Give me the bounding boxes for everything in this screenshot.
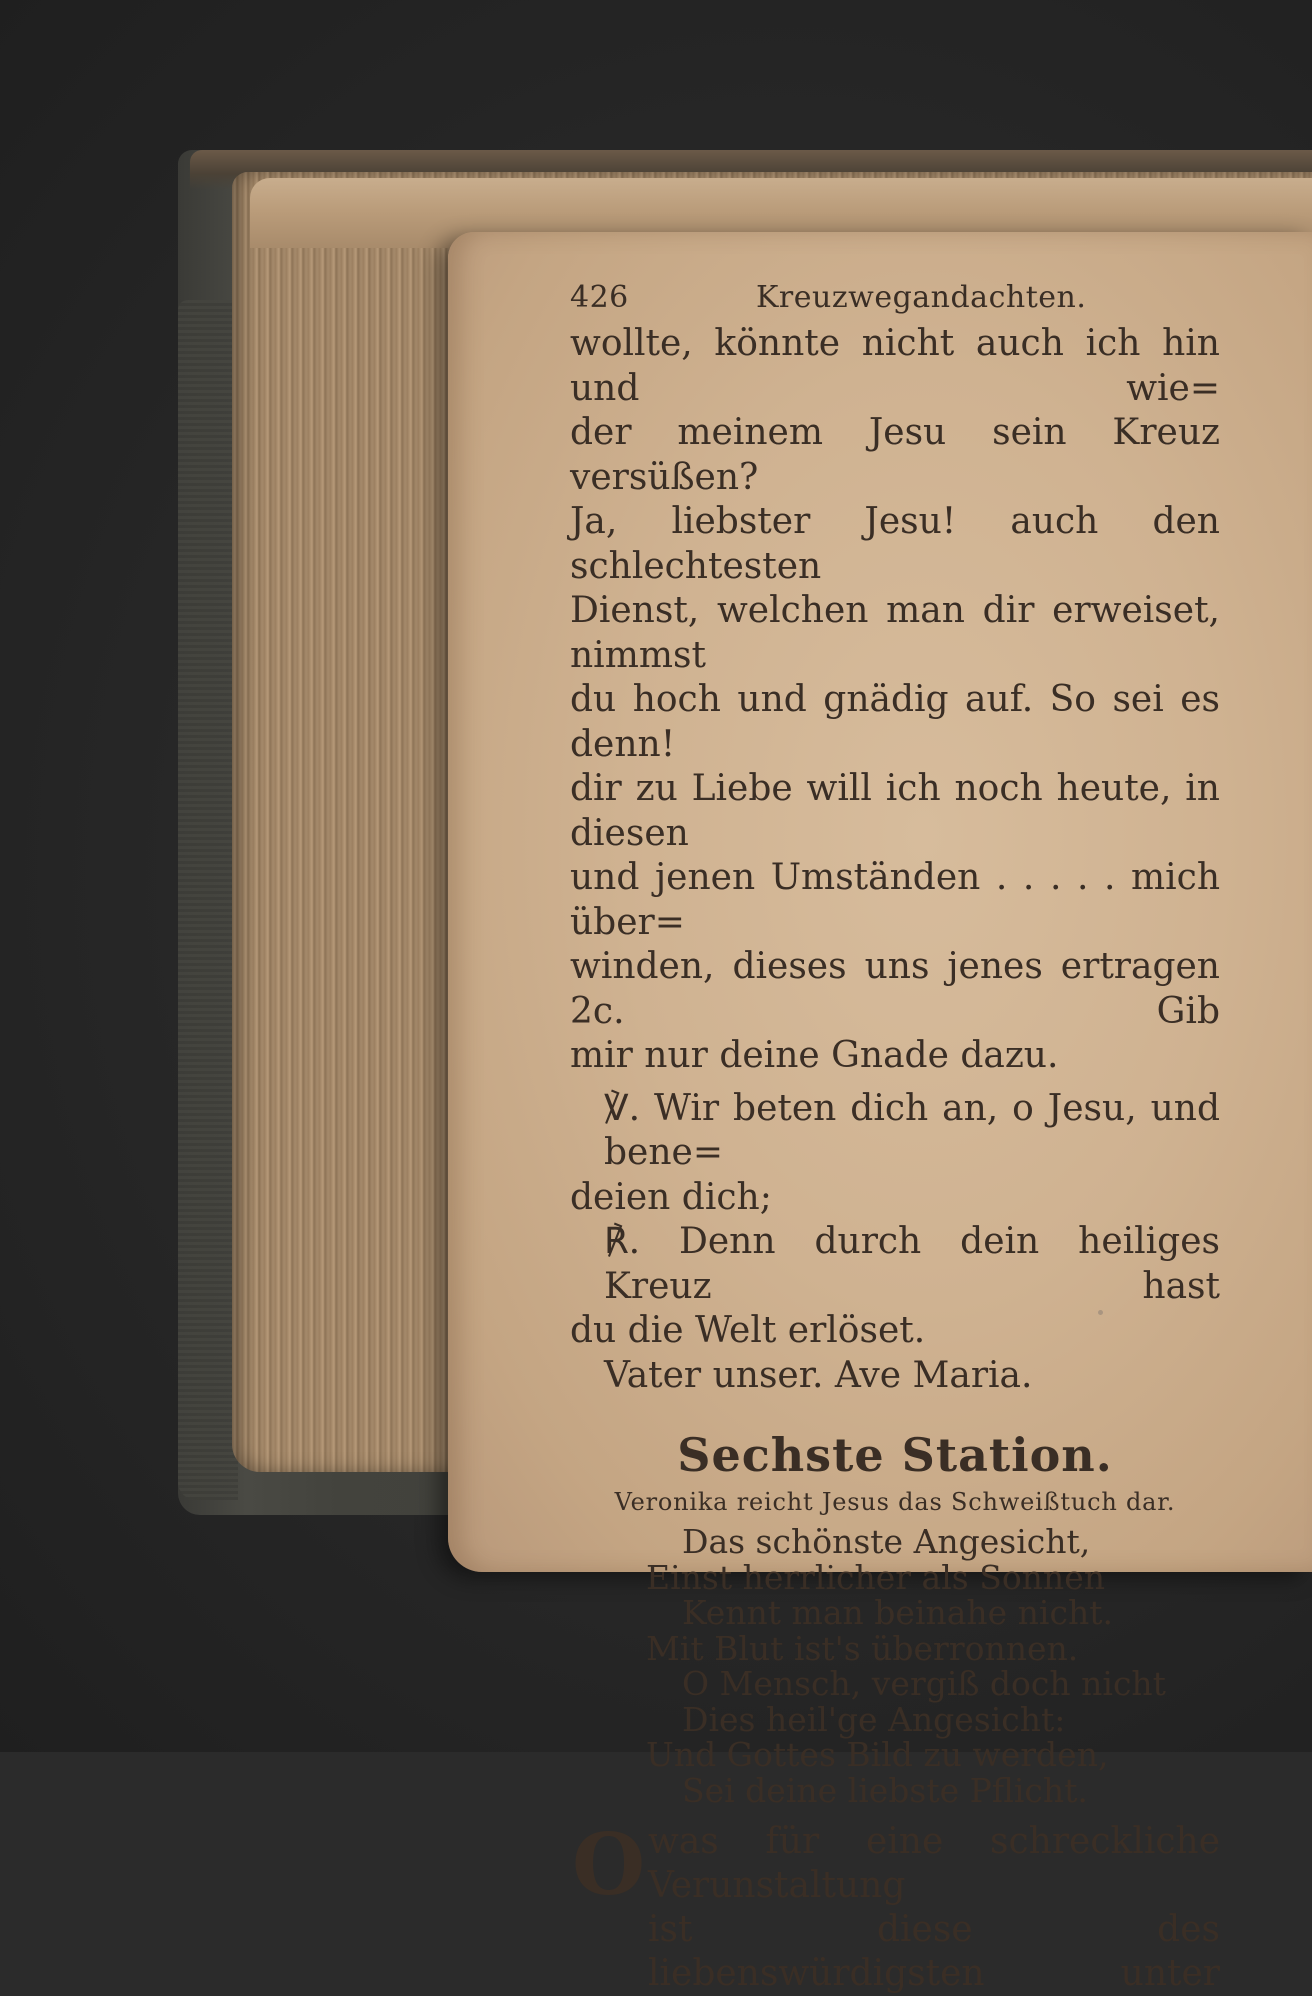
prayer-line: der meinem Jesu sein Kreuz versüßen? bbox=[570, 412, 1220, 498]
prayer-line: mir nur deine Gnade dazu. bbox=[570, 1035, 1059, 1076]
drop-cap-initial: O bbox=[572, 1815, 646, 1914]
poem-line: Kennt man beinahe nicht. bbox=[682, 1593, 1113, 1632]
versicle-line: deien dich; bbox=[570, 1176, 772, 1218]
poem-line: Mit Blut ist's überronnen. bbox=[646, 1628, 1079, 1668]
prayer-line: du hoch und gnädig auf. So sei es denn! bbox=[570, 679, 1220, 765]
prayer-line: winden, dieses uns jenes ertragen 2c. Gib bbox=[570, 946, 1220, 1032]
page-header bbox=[570, 272, 1220, 322]
versicle-line: ℣. Wir beten dich an, o Jesu, und bene= bbox=[604, 1087, 1220, 1173]
page-text bbox=[570, 272, 1220, 1996]
poem-line: O Mensch, vergiß doch nicht bbox=[682, 1664, 1166, 1703]
meditation-line: was für eine schreckliche Verunstaltung bbox=[648, 1821, 1220, 1906]
poem-line: Das schönste Angesicht, bbox=[682, 1522, 1091, 1561]
prayer-line: und jenen Umständen . . . . . mich über= bbox=[570, 857, 1220, 943]
closing-prayer: Vater unser. Ave Maria. bbox=[604, 1354, 1033, 1396]
page-number: 426 bbox=[570, 280, 629, 315]
meditation-paragraph bbox=[570, 1815, 1220, 1996]
poem bbox=[646, 1524, 1220, 1808]
running-title: Kreuzwegandachten. bbox=[756, 280, 1087, 315]
book-spine bbox=[178, 300, 238, 1500]
prayer-line: wollte, könnte nicht auch ich hin und wie= bbox=[570, 323, 1220, 409]
prayer-line: Dienst, welchen man dir erweiset, nimmst bbox=[570, 590, 1220, 676]
response-line: du die Welt erlöset. bbox=[570, 1310, 926, 1351]
response-line: ℟. Denn durch dein heiliges Kreuz hast bbox=[604, 1221, 1220, 1307]
poem-line: Sei deine liebste Pflicht. bbox=[682, 1770, 1088, 1810]
prayer-body bbox=[570, 322, 1220, 1398]
prayer-line: dir zu Liebe will ich noch heute, in diesen bbox=[570, 768, 1220, 854]
station-title: Sechste Station. bbox=[677, 1428, 1113, 1482]
station-subtitle: Veronika reicht Jesus das Schweißtuch dar. bbox=[614, 1488, 1176, 1516]
meditation-line: ist diese des liebenswürdigsten unter bbox=[648, 1909, 1220, 1994]
poem-line: Und Gottes Bild zu werden, bbox=[646, 1735, 1109, 1774]
poem-line: Einst herrlicher als Sonnen bbox=[646, 1557, 1105, 1597]
prayer-line: Ja, liebster Jesu! auch den schlechtesten bbox=[570, 501, 1220, 587]
poem-line: Dies heil'ge Angesicht: bbox=[682, 1699, 1066, 1739]
